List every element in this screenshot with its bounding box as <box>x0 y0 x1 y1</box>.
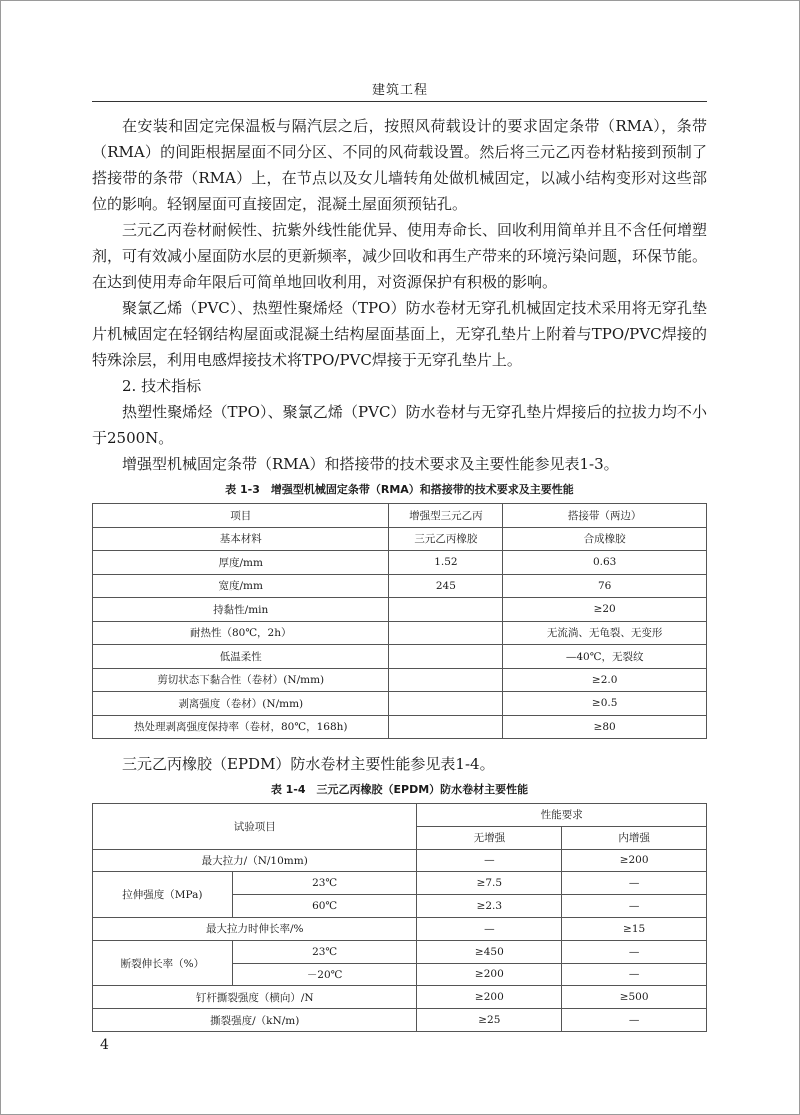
table-row <box>93 872 707 895</box>
table-cell: 耐热性（80℃，2h） <box>93 621 389 645</box>
table-row <box>93 849 707 872</box>
table-cell: ≥15 <box>562 917 707 940</box>
table-cell: ≥200 <box>417 986 562 1009</box>
table-1-3-caption: 表 1-3 增强型机械固定条带（RMA）和搭接带的技术要求及主要性能 <box>225 483 574 496</box>
table-cell <box>389 715 503 739</box>
table-row <box>93 917 707 940</box>
section-heading: 2. 技术指标 <box>122 377 202 395</box>
paragraph-7: 三元乙丙橡胶（EPDM）防水卷材主要性能参见表1-4。 <box>122 755 495 773</box>
table-row <box>93 715 707 739</box>
table-cell: 断裂伸长率（%） <box>93 940 233 986</box>
table-cell: 0.63 <box>503 551 707 575</box>
table-cell: 三元乙丙橡胶 <box>389 527 503 551</box>
table-cell <box>389 668 503 692</box>
table-row <box>93 692 707 716</box>
table-cell: ≥450 <box>417 940 562 963</box>
table-header-row <box>93 504 707 528</box>
paragraph-6: 增强型机械固定条带（RMA）和搭接带的技术要求及主要性能参见表1-3。 <box>122 455 619 473</box>
table-1-4 <box>92 803 707 1032</box>
table-cell: — <box>562 940 707 963</box>
paragraph-3: 聚氯乙烯（PVC）、热塑性聚烯烃（TPO）防水卷材无穿孔机械固定技术采用将无穿孔垫片机械固定在轻钢结构屋面或混凝土结构屋面基面上，无穿孔垫片上附着与TPO/PVC焊接的特殊涂层，利用电感焊接技术将TPO/PVC焊接于无穿孔垫片上。 <box>92 299 707 369</box>
table-1-3 <box>92 503 707 739</box>
header-cell: 性能要求 <box>417 804 707 827</box>
header-cell: 试验项目 <box>93 804 417 850</box>
header-rule <box>92 101 707 102</box>
table-cell <box>389 621 503 645</box>
table-cell: —40℃，无裂纹 <box>503 645 707 669</box>
table-cell: ≥2.0 <box>503 668 707 692</box>
table-cell: 23℃ <box>232 872 417 895</box>
table-cell <box>389 645 503 669</box>
table-row <box>93 986 707 1009</box>
header-cell: 增强型三元乙丙 <box>389 504 503 528</box>
table-cell: －20℃ <box>232 963 417 986</box>
table-cell: — <box>562 1009 707 1032</box>
paragraph-2: 三元乙丙卷材耐候性、抗紫外线性能优异、使用寿命长、回收利用简单并且不含任何增塑剂，可有效减小屋面防水层的更新频率，减少回收和再生产带来的环境污染问题，环保节能。在达到使用寿命年限后可简单地回收利用，对资源保护有积极的影响。 <box>92 221 708 291</box>
table-1-4-caption: 表 1-4 三元乙丙橡胶（EPDM）防水卷材主要性能 <box>270 783 529 796</box>
table-cell: 剥离强度（卷材）(N/mm) <box>93 692 389 716</box>
header-cell: 项目 <box>93 504 389 528</box>
header-cell: 搭接带（两边） <box>503 504 707 528</box>
table-cell <box>389 598 503 622</box>
table-cell <box>389 692 503 716</box>
table-cell: ≥80 <box>503 715 707 739</box>
table-cell: ≥20 <box>503 598 707 622</box>
paragraph-5: 热塑性聚烯烃（TPO）、聚氯乙烯（PVC）防水卷材与无穿孔垫片焊接后的拉拔力均不小于2500N。 <box>92 403 707 447</box>
table-header-row <box>93 804 707 827</box>
table-cell: 最大拉力时伸长率/% <box>93 917 417 940</box>
table-cell: 拉伸强度（MPa) <box>93 872 233 918</box>
table-cell: 60℃ <box>232 895 417 918</box>
table-cell: ≥0.5 <box>503 692 707 716</box>
table-cell: 宽度/mm <box>93 574 389 598</box>
table-cell: 热处理剥离强度保持率（卷材，80℃，168h) <box>93 715 389 739</box>
table-row <box>93 551 707 575</box>
running-header: 建筑工程 <box>371 83 428 98</box>
table-cell: — <box>562 963 707 986</box>
body-content <box>92 113 707 1032</box>
table-row <box>93 598 707 622</box>
table-cell: 无流淌、无龟裂、无变形 <box>503 621 707 645</box>
paragraph-1: 在安装和固定完保温板与隔汽层之后，按照风荷载设计的要求固定条带（RMA），条带（RMA）的间距根据屋面不同分区、不同的风荷载设置。然后将三元乙丙卷材粘接到预制了搭接带的条带（RMA）上，在节点以及女儿墙转角处做机械固定，以减小结构变形对这些部位的影响。轻钢屋面可直接固定，混凝土屋面须预钻孔。 <box>92 117 707 213</box>
table-cell: 23℃ <box>232 940 417 963</box>
header-cell: 内增强 <box>562 826 707 849</box>
table-cell: ≥200 <box>562 849 707 872</box>
table-cell: 76 <box>503 574 707 598</box>
table-cell: ≥7.5 <box>417 872 562 895</box>
table-row <box>93 574 707 598</box>
table-cell: ≥200 <box>417 963 562 986</box>
table-cell: 撕裂强度/（kN/m) <box>93 1009 417 1032</box>
table-cell: 低温柔性 <box>93 645 389 669</box>
table-cell: — <box>562 895 707 918</box>
table-cell: 最大拉力/（N/10mm) <box>93 849 417 872</box>
table-cell: 基本材料 <box>93 527 389 551</box>
table-row <box>93 621 707 645</box>
table-cell: — <box>417 917 562 940</box>
table-cell: 持黏性/min <box>93 598 389 622</box>
table-row <box>93 1009 707 1032</box>
table-cell: 1.52 <box>389 551 503 575</box>
table-row <box>93 668 707 692</box>
table-cell: 245 <box>389 574 503 598</box>
table-cell: 厚度/mm <box>93 551 389 575</box>
page-number: 4 <box>100 1037 109 1053</box>
table-cell: ≥500 <box>562 986 707 1009</box>
table-cell: — <box>417 849 562 872</box>
table-row <box>93 940 707 963</box>
table-cell: 剪切状态下黏合性（卷材）(N/mm) <box>93 668 389 692</box>
table-row <box>93 645 707 669</box>
table-cell: — <box>562 872 707 895</box>
table-cell: 钉杆撕裂强度（横向）/N <box>93 986 417 1009</box>
table-cell: ≥2.3 <box>417 895 562 918</box>
table-row <box>93 527 707 551</box>
header-cell: 无增强 <box>417 826 562 849</box>
table-cell: ≥25 <box>417 1009 562 1032</box>
table-cell: 合成橡胶 <box>503 527 707 551</box>
